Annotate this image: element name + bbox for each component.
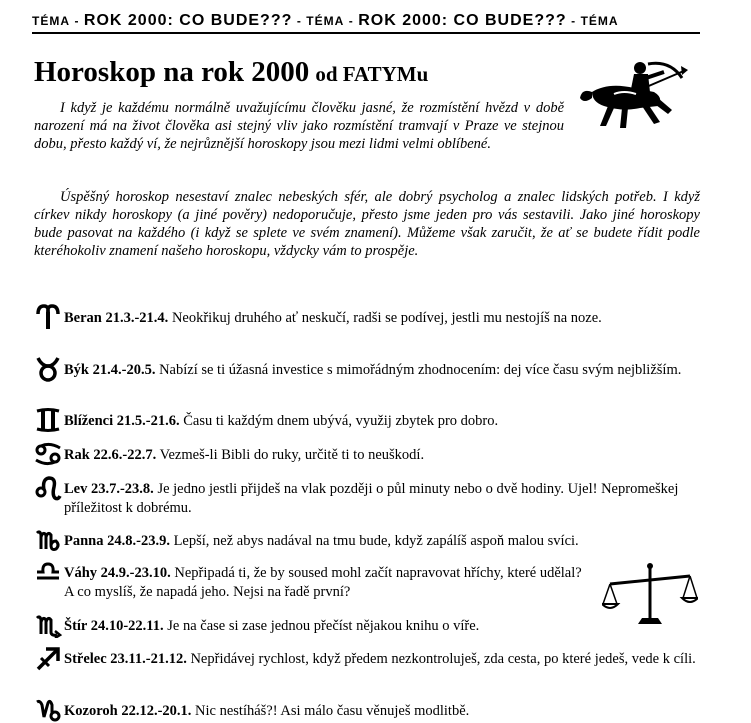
sagittarius-icon xyxy=(34,645,62,671)
sign-text: Vezmeš-li Bibli do ruky, určitě ti to neuškodí. xyxy=(159,447,425,463)
sign-name: Panna 24.8.-23.9. xyxy=(64,533,170,549)
sign-name: Váhy 24.9.-23.10. xyxy=(64,565,171,581)
sign-name: Lev 23.7.-23.8. xyxy=(64,481,154,497)
article-byline: od FATYMu xyxy=(315,62,429,86)
capricorn-icon xyxy=(34,697,62,723)
header-topic: ROK 2000: CO BUDE??? xyxy=(358,12,567,29)
article-title-row xyxy=(34,56,428,89)
sign-name: Býk 21.4.-20.5. xyxy=(64,362,156,378)
taurus-icon xyxy=(34,356,62,382)
section-header xyxy=(32,10,700,34)
sign-text: Nic nestíháš?! Asi málo času věnuješ modlitbě. xyxy=(195,703,470,719)
sign-text: Nepřidávej rychlost, když předem nezkontroluješ, zda cesta, po které jedeš, vede k cíli. xyxy=(190,651,696,667)
sign-text: Nepřipadá ti, že by soused mohl začít napravovat hříchy, které udělal? A co myslíš, že napadá jeho. Nejsi na řadě první? xyxy=(64,565,582,600)
sign-name: Beran 21.3.-21.4. xyxy=(64,310,169,326)
sagittarius-centaur-icon xyxy=(578,58,690,130)
sign-text: Neokřikuj druhého ať neskučí, radši se podívej, jestli mu nestojíš na noze. xyxy=(171,310,602,326)
header-dash: - xyxy=(296,14,302,28)
header-tema: TÉMA xyxy=(580,14,619,28)
sign-name: Štír 24.10-22.11. xyxy=(64,618,164,634)
article-title: Horoskop na rok 2000 xyxy=(34,56,310,88)
sign-text: Nabízí se ti úžasná investice s mimořádným zhodnocením: dej více času svým nejbližším. xyxy=(159,362,682,378)
virgo-icon xyxy=(34,527,62,553)
sign-text: Lepší, než abys nadával na tmu bude, když zapálíš aspoň malou svíci. xyxy=(173,533,579,549)
sign-name: Střelec 23.11.-21.12. xyxy=(64,651,187,667)
header-dash: - xyxy=(74,14,80,28)
sign-text: Času ti každým dnem ubývá, využij zbytek pro dobro. xyxy=(183,413,499,429)
sign-name: Rak 22.6.-22.7. xyxy=(64,447,157,463)
intro-paragraph-2: Úspěšný horoskop nesestaví znalec nebeských sfér, ale dobrý psycholog a znalec lidských potřeb. I když církev nikdy horoskopy (a jiné pověry) nedoporučuje, přesto jsme jeden pro vás sestavili. Jako jiné horoskopy bude pasovat na každého (i když se splete ve svém znamení). Můžeme však zaručit, že ať se budete řídit podle kteréhokoliv znamení našeho horoskopu, vždycky vám to prospěje. xyxy=(34,189,700,259)
header-tema: TÉMA xyxy=(32,14,70,28)
scorpio-icon xyxy=(34,612,62,638)
header-dash: - xyxy=(348,14,354,28)
intro-paragraph-1: I když je každému normálně uvažujícímu člověku jasné, že rozmístění hvězd v době narození má na život člověka asi stejný vliv jako rozmístění tramvají v Praze ve stejnou dobu, přesto každý ví, že nejrůznější horoskopy jsou mezi lidmi velmi oblíbené. xyxy=(34,100,564,152)
leo-icon xyxy=(34,475,62,501)
gemini-icon xyxy=(34,407,62,433)
sign-name: Kozoroh 22.12.-20.1. xyxy=(64,703,192,719)
header-topic: ROK 2000: CO BUDE??? xyxy=(83,12,293,29)
aries-icon xyxy=(34,304,62,330)
header-dash: - xyxy=(571,14,577,28)
sign-name: Blíženci 21.5.-21.6. xyxy=(64,413,180,429)
header-tema: TÉMA xyxy=(306,14,345,28)
sign-text: Je na čase si zase jednou přečíst nějakou knihu o víře. xyxy=(167,618,480,634)
sign-text: Je jedno jestli přijdeš na vlak později o půl minuty nebo o dvě hodiny. Ujel! Nepromeškej příležitost k dobrému. xyxy=(64,481,679,516)
libra-icon xyxy=(34,559,62,585)
cancer-icon xyxy=(34,441,62,467)
